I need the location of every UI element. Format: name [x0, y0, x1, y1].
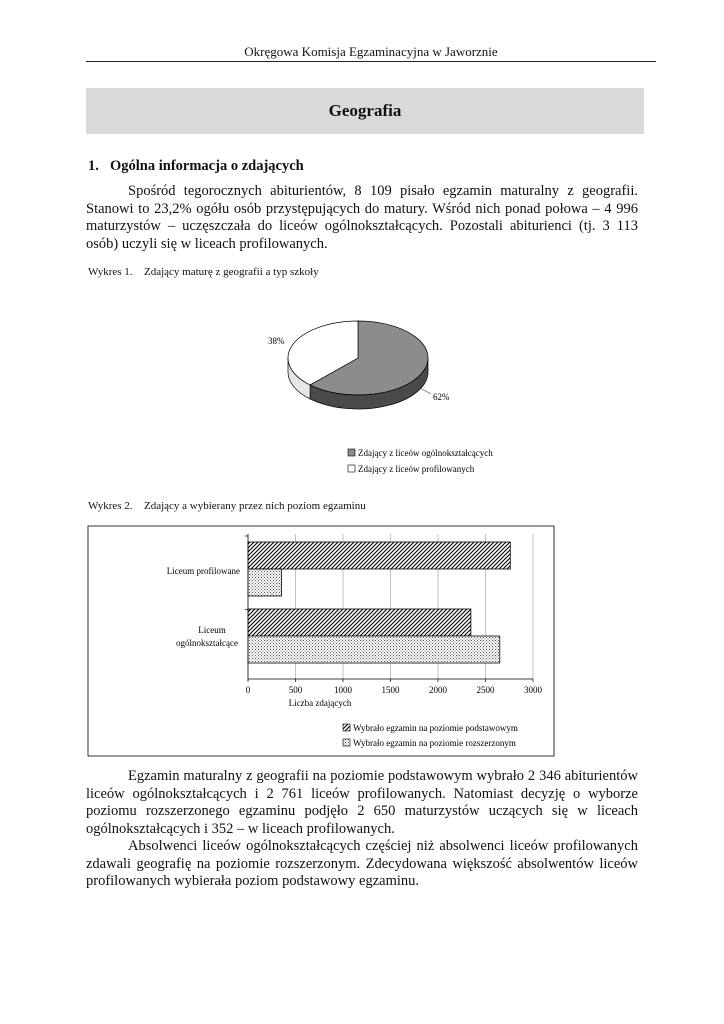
body-paragraph-2 [86, 768, 638, 838]
body-paragraph-3 [86, 838, 638, 891]
bar-category-label-ogolnoksztalcace-line1: Liceum [198, 625, 226, 635]
bar-profilowane-rozszerzony [248, 569, 281, 596]
page-title-box [86, 88, 644, 134]
bar-x-tick-label: 1500 [381, 685, 400, 695]
body-paragraph-2-text: Egzamin maturalny z geografii na poziomie podstawowym wybrało 2 346 abiturientów liceów ogólnokształcących i 2 761 liceów profilowanych. Natomiast decyzję o wyborze poziomu rozszerzonego egzaminu podjęło 2 650 maturzystów uczących się w liceach ogólnokształcących i 352 – w liceach profilowanych. [86, 768, 638, 837]
pie-label-share-profilowane: 38% [268, 336, 285, 346]
intro-paragraph-text: Spośród tegorocznych abiturientów, 8 109 pisało egzamin maturalny z geografii. Stanowi to 23,2% ogółu osób przystępujących do matury. Wśród nich ponad połowa – 4 996 maturzystów – uczęszczała do liceów ogólnokształcących. Pozostali abiturienci (tj. 3 113 osób) uczyli się w liceach profilowanych. [86, 183, 638, 252]
legend-label-profilowane: Zdający z liceów profilowanych [358, 464, 475, 474]
section-number: 1. [88, 158, 99, 174]
bar-x-tick-label: 2000 [429, 685, 447, 695]
legend-label-rozszerzony: Wybrało egzamin na poziomie rozszerzonym [353, 738, 516, 748]
pie-legend [348, 448, 493, 474]
legend-swatch-podstawowy [343, 724, 350, 731]
chart1-caption [88, 266, 319, 278]
body-paragraph-3-text: Absolwenci liceów ogólnokształcących częściej niż absolwenci liceów profilowanych zdawali geografię na poziomie rozszerzonym. Zdecydowana większość absolwentów liceów profilowanych wybierała poziom podstawowy egzaminu. [86, 838, 638, 889]
intro-paragraph [86, 183, 638, 253]
bar-x-tick-label: 500 [288, 685, 303, 695]
legend-swatch-ogolnoksztalcace [348, 449, 355, 456]
bar-x-axis-label: Liczba zdających [288, 698, 352, 708]
bar-x-tick-label: 3000 [524, 685, 542, 695]
legend-swatch-profilowane [348, 465, 355, 472]
section-heading [88, 158, 304, 175]
bar-x-tick-label: 1000 [334, 685, 352, 695]
bar-ogolnoksztalcace-rozszerzony [248, 636, 500, 663]
bar-x-tick-label: 2500 [476, 685, 495, 695]
chart2-caption-label: Wykres 2. [88, 500, 133, 512]
bar-category-label-profilowane: Liceum profilowane [166, 566, 240, 576]
bar-ogolnoksztalcace-podstawowy [248, 609, 471, 636]
bar-profilowane-podstawowy [248, 542, 510, 569]
header-rule [86, 61, 656, 62]
bar-x-tick-label: 0 [245, 685, 251, 695]
legend-label-ogolnoksztalcace: Zdający z liceów ogólnokształcących [358, 448, 493, 458]
bar-category-label-ogolnoksztalcace-line2: ogólnokształcące [176, 638, 238, 648]
bar-legend [343, 723, 518, 748]
document-header: Okręgowa Komisja Egzaminacyjna w Jaworznie [244, 44, 498, 59]
chart1-caption-text: Zdający maturę z geografii a typ szkoły [144, 266, 319, 278]
legend-swatch-rozszerzony [343, 739, 350, 746]
chart2-caption-text: Zdający a wybierany przez nich poziom egzaminu [144, 500, 366, 512]
legend-label-podstawowy: Wybrało egzamin na poziomie podstawowym [353, 723, 518, 733]
chart1-caption-label: Wykres 1. [88, 266, 133, 278]
pie-label-share-ogolnoksztalcace: 62% [433, 392, 450, 402]
page-title: Geografia [328, 101, 402, 120]
bar-chart [0, 520, 724, 760]
pie-chart [0, 300, 724, 500]
chart2-caption [88, 500, 366, 512]
section-title: Ogólna informacja o zdających [110, 158, 304, 174]
